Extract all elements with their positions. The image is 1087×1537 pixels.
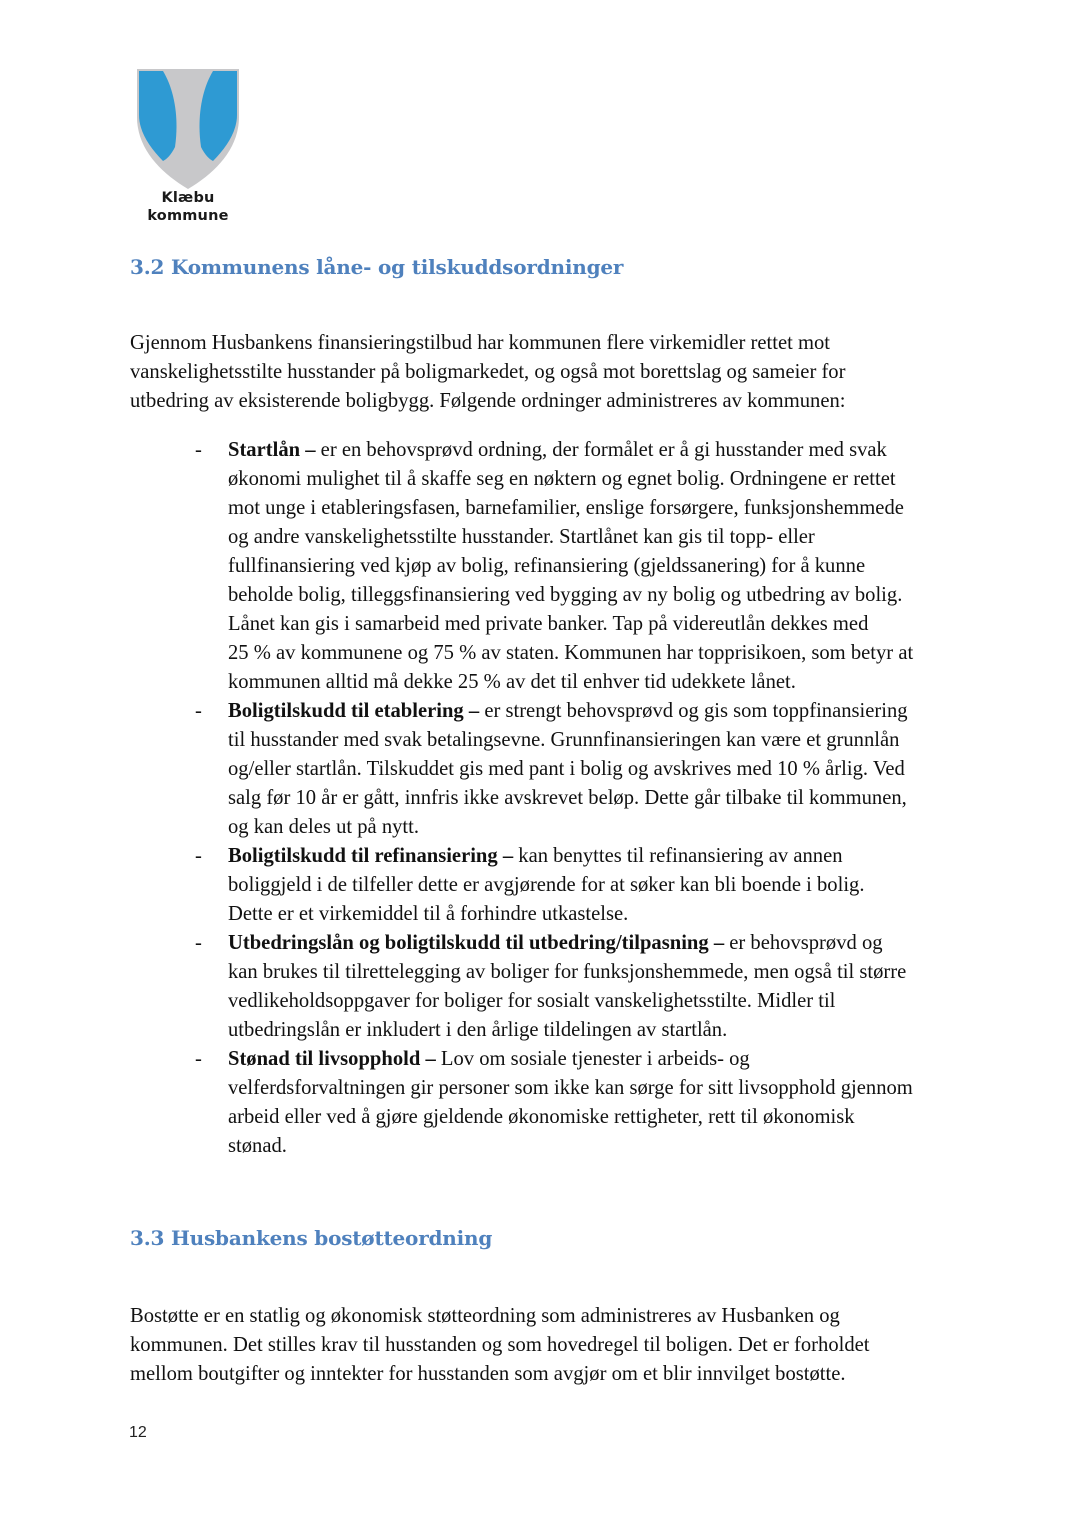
item-text: er en behovsprøvd ordning, der formålet er å gi husstander med svak bbox=[315, 439, 887, 461]
municipality-logo bbox=[133, 65, 243, 230]
text-line: økonomi mulighet til å skaffe seg en nøktern og egnet bolig. Ordningene er rettet bbox=[228, 468, 896, 490]
text-line: til husstander med svak betalingsevne. Grunnfinansieringen kan være et grunnlån bbox=[228, 729, 900, 751]
text-line: og/eller startlån. Tilskuddet gis med pant i bolig og avskrives med 10 % årlig. Ved bbox=[228, 758, 905, 780]
intro-paragraph bbox=[130, 329, 930, 416]
text-line: kommunen. Det stilles krav til husstanden og som hovedregel til boligen. Det er forholdet bbox=[130, 1334, 870, 1356]
list-item-startlan bbox=[195, 436, 975, 697]
logo-line-1: Klæbu bbox=[161, 190, 215, 206]
bullet-dash: - bbox=[195, 845, 202, 867]
logo-caption bbox=[133, 189, 243, 225]
section-heading-3-2: 3.2 Kommunens låne- og tilskuddsordninger bbox=[130, 255, 624, 279]
text-line: utbedringslån er inkludert i den årlige tildelingen av startlån. bbox=[228, 1019, 728, 1041]
bullet-dash: - bbox=[195, 700, 202, 722]
item-term: Startlån – bbox=[228, 439, 316, 461]
item-term: Boligtilskudd til etablering – bbox=[228, 700, 480, 722]
text-line: arbeid eller ved å gjøre gjeldende økonomiske rettigheter, rett til økonomisk bbox=[228, 1106, 855, 1128]
list-item-stonad-livsopphold bbox=[195, 1045, 975, 1161]
text-line: vedlikeholdsoppgaver for boliger for sosialt vanskelighetsstilte. Midler til bbox=[228, 990, 836, 1012]
coat-of-arms-icon bbox=[137, 69, 239, 189]
item-text: Lov om sosiale tjenester i arbeids- og bbox=[435, 1048, 750, 1070]
text-line: mellom boutgifter og inntekter for husstanden som avgjør om et blir innvilget bostøtte. bbox=[130, 1363, 846, 1385]
list-item-utbedringslan bbox=[195, 929, 975, 1045]
text-line: kan brukes til tilrettelegging av boliger for funksjonshemmede, men også til større bbox=[228, 961, 907, 983]
bullet-dash: - bbox=[195, 932, 202, 954]
text-line: fullfinansiering ved kjøp av bolig, refinansiering (gjeldssanering) for å kunne bbox=[228, 555, 866, 577]
text-line: Lånet kan gis i samarbeid med private banker. Tap på videreutlån dekkes med bbox=[228, 613, 869, 635]
list-item-boligtilskudd-etablering bbox=[195, 697, 975, 842]
item-term: Utbedringslån og boligtilskudd til utbedring/tilpasning – bbox=[228, 932, 725, 954]
item-term: Boligtilskudd til refinansiering – bbox=[228, 845, 514, 867]
text-line: Bostøtte er en statlig og økonomisk støtteordning som administreres av Husbanken og bbox=[130, 1305, 840, 1327]
text-line: boliggjeld i de tilfeller dette er avgjørende for at søker kan bli boende i bolig. bbox=[228, 874, 865, 896]
bullet-dash: - bbox=[195, 439, 202, 461]
item-text: er behovsprøvd og bbox=[724, 932, 883, 954]
text-line: vanskelighetsstilte husstander på boligmarkedet, og også mot borettslag og sameier for bbox=[130, 361, 846, 383]
text-line: og kan deles ut på nytt. bbox=[228, 816, 420, 838]
text-line: velferdsforvaltningen gir personer som ikke kan sørge for sitt livsopphold gjennom bbox=[228, 1077, 913, 1099]
item-term: Stønad til livsopphold – bbox=[228, 1048, 436, 1070]
text-line: utbedring av eksisterende boligbygg. Følgende ordninger administreres av kommunen: bbox=[130, 390, 846, 412]
bostotte-paragraph bbox=[130, 1302, 930, 1389]
text-line: og andre vanskelighetsstilte husstander. Startlånet kan gis til topp- eller bbox=[228, 526, 815, 548]
text-line: beholde bolig, tilleggsfinansiering ved bygging av ny bolig og utbedring av bolig. bbox=[228, 584, 903, 606]
page-number: 12 bbox=[129, 1424, 147, 1441]
text-line: Gjennom Husbankens finansieringstilbud har kommunen flere virkemidler rettet mot bbox=[130, 332, 831, 354]
item-text: kan benyttes til refinansiering av annen bbox=[513, 845, 843, 867]
text-line: salg før 10 år er gått, innfris ikke avskrevet beløp. Dette går tilbake til kommunen, bbox=[228, 787, 907, 809]
text-line: 25 % av kommunene og 75 % av staten. Kommunen har topprisikoen, som betyr at bbox=[228, 642, 914, 664]
bullet-dash: - bbox=[195, 1048, 202, 1070]
text-line: mot unge i etableringsfasen, barnefamilier, enslige forsørgere, funksjonshemmede bbox=[228, 497, 904, 519]
logo-line-2: kommune bbox=[147, 208, 229, 224]
text-line: stønad. bbox=[228, 1135, 287, 1157]
text-line: Dette er et virkemiddel til å forhindre utkastelse. bbox=[228, 903, 629, 925]
item-text: er strengt behovsprøvd og gis som toppfinansiering bbox=[479, 700, 908, 722]
section-heading-3-3: 3.3 Husbankens bostøtteordning bbox=[130, 1226, 493, 1250]
schemes-list bbox=[195, 436, 975, 1161]
list-item-boligtilskudd-refinansiering bbox=[195, 842, 975, 929]
text-line: kommunen alltid må dekke 25 % av det til enhver tid udekkete lånet. bbox=[228, 671, 796, 693]
